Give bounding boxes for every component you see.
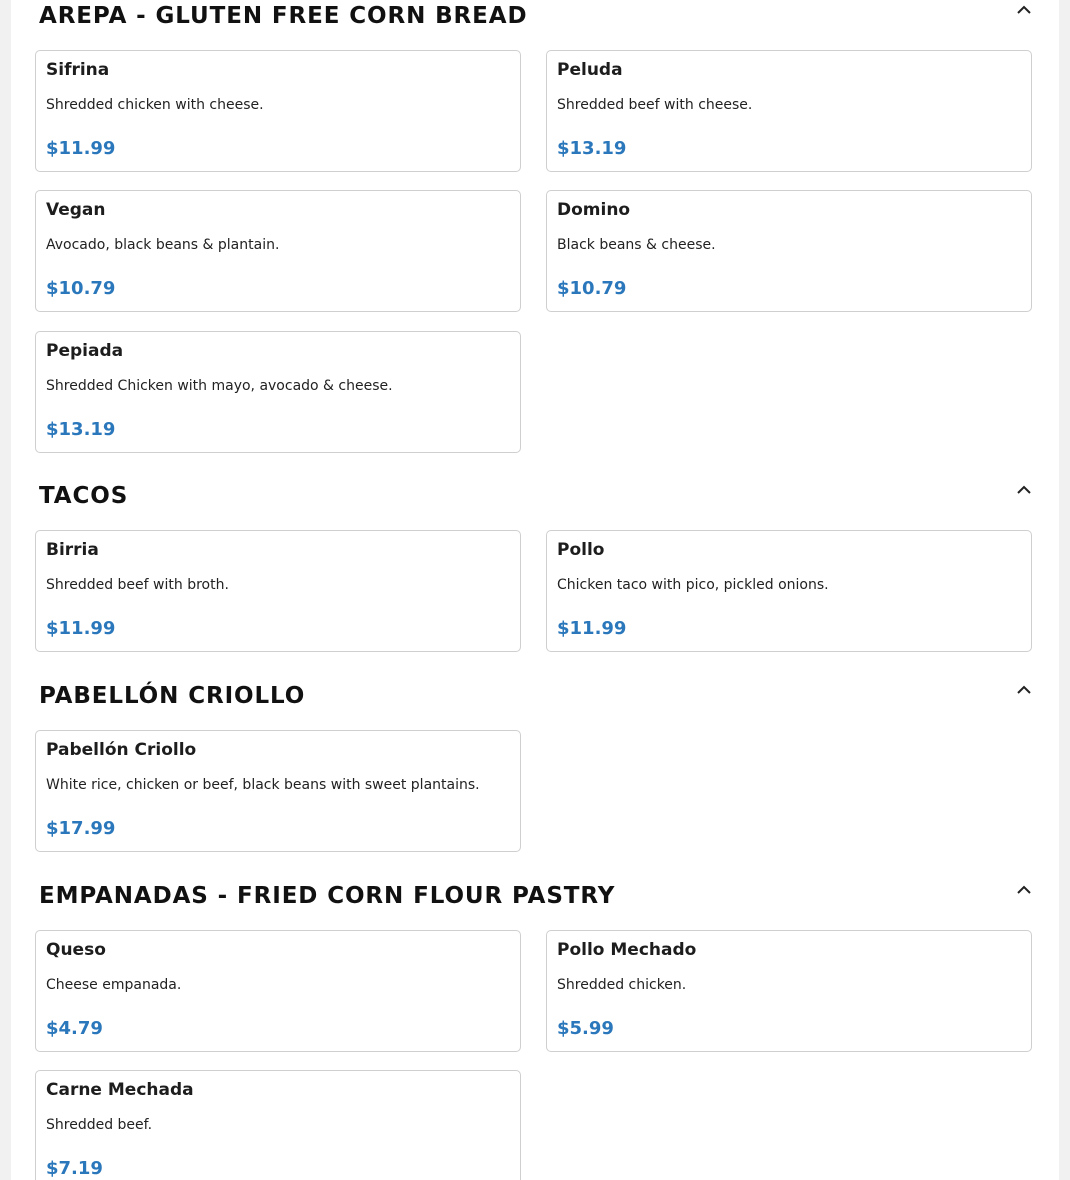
menu-section-empanadas [35, 880, 1034, 1180]
item-description: Shredded chicken. [557, 977, 687, 993]
item-name: Peluda [557, 60, 623, 80]
item-price: $10.79 [46, 278, 116, 299]
menu-item-card[interactable] [546, 930, 1032, 1052]
item-price: $13.19 [557, 138, 627, 159]
item-price: $11.99 [46, 618, 116, 639]
item-price: $11.99 [557, 618, 627, 639]
section-title: PABELLÓN CRIOLLO [39, 683, 306, 709]
item-description: Shredded chicken with cheese. [46, 97, 264, 113]
item-name: Domino [557, 200, 631, 220]
item-name: Vegan [46, 200, 106, 220]
item-price: $7.19 [46, 1158, 103, 1179]
item-description: Avocado, black beans & plantain. [46, 237, 280, 253]
item-description: Cheese empanada. [46, 977, 182, 993]
menu-item-card[interactable] [35, 730, 521, 852]
item-description: Black beans & cheese. [557, 237, 716, 253]
menu-item-card[interactable] [35, 190, 521, 312]
chevron-up-icon[interactable] [1014, 0, 1034, 20]
item-description: Shredded beef with broth. [46, 577, 229, 593]
item-description: Chicken taco with pico, pickled onions. [557, 577, 829, 593]
item-name: Birria [46, 540, 99, 560]
section-title: EMPANADAS - FRIED CORN FLOUR PASTRY [39, 883, 616, 909]
item-name: Pollo [557, 540, 605, 560]
item-price: $10.79 [557, 278, 627, 299]
item-name: Pabellón Criollo [46, 740, 197, 760]
item-name: Pollo Mechado [557, 940, 697, 960]
menu-section-tacos [35, 480, 1034, 656]
chevron-up-icon[interactable] [1014, 680, 1034, 700]
menu-section-arepa [35, 0, 1034, 456]
menu-item-card[interactable] [35, 331, 521, 453]
item-price: $4.79 [46, 1018, 103, 1039]
item-name: Carne Mechada [46, 1080, 194, 1100]
item-name: Sifrina [46, 60, 110, 80]
menu-item-card[interactable] [35, 930, 521, 1052]
section-title: AREPA - GLUTEN FREE CORN BREAD [39, 3, 528, 29]
item-description: Shredded beef. [46, 1117, 153, 1133]
menu-page [11, 0, 1059, 1180]
section-title: TACOS [39, 483, 129, 509]
chevron-up-icon[interactable] [1014, 480, 1034, 500]
item-name: Pepiada [46, 341, 124, 361]
menu-item-card[interactable] [546, 530, 1032, 652]
menu-item-card[interactable] [546, 50, 1032, 172]
item-price: $13.19 [46, 419, 116, 440]
item-price: $5.99 [557, 1018, 614, 1039]
item-description: Shredded beef with cheese. [557, 97, 753, 113]
chevron-up-icon[interactable] [1014, 880, 1034, 900]
item-price: $11.99 [46, 138, 116, 159]
item-price: $17.99 [46, 818, 116, 839]
menu-item-card[interactable] [35, 1070, 521, 1180]
menu-item-card[interactable] [35, 50, 521, 172]
item-name: Queso [46, 940, 106, 960]
item-description: Shredded Chicken with mayo, avocado & cheese. [46, 378, 393, 394]
menu-item-card[interactable] [546, 190, 1032, 312]
menu-section-pabellon-criollo [35, 680, 1034, 856]
menu-item-card[interactable] [35, 530, 521, 652]
item-description: White rice, chicken or beef, black beans with sweet plantains. [46, 777, 480, 793]
